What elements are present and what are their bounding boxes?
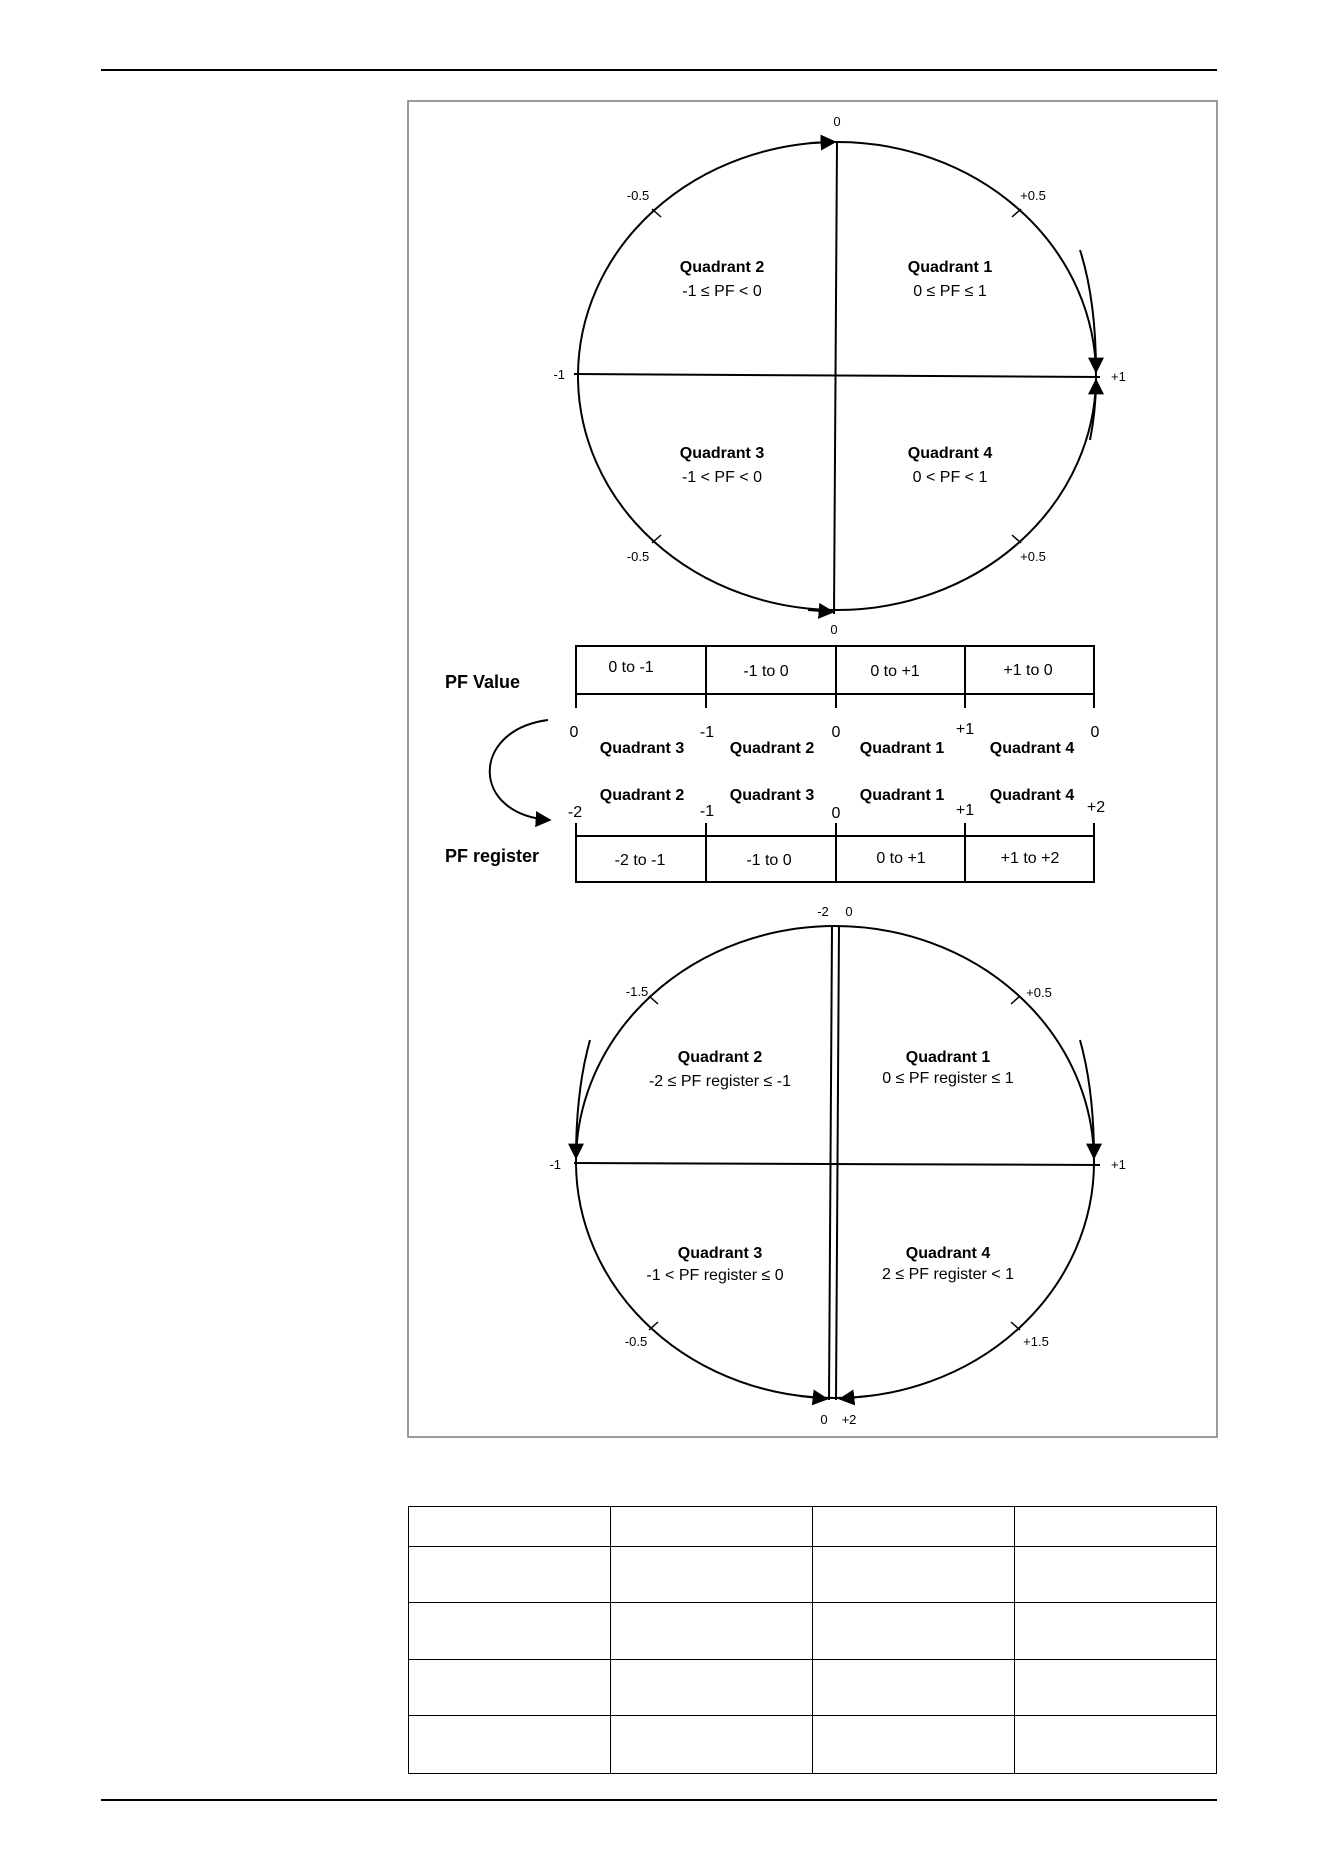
- bottom-arrow-to-minus1: [576, 1040, 590, 1158]
- bottom-tick-label-lower-left: -0.5: [624, 1334, 648, 1349]
- pf-register-tick-label-2: -1: [699, 803, 715, 820]
- bottom-tick-label-upper-left: -1.5: [625, 984, 649, 999]
- table-cell: [813, 1603, 1015, 1660]
- pf-register-cell-2: -1 to 0: [746, 852, 792, 869]
- pf-value-tick-label-2: -1: [699, 724, 715, 741]
- bottom-quadrant-1-range: 0 ≤ PF register ≤ 1: [882, 1070, 1014, 1087]
- top-arrow-to-plus1-upper: [1080, 250, 1096, 372]
- table-cell: [813, 1716, 1015, 1774]
- table-row: [409, 1660, 1217, 1716]
- top-quadrant-3-name: Quadrant 3: [679, 445, 765, 462]
- top-tick-label-lower-left: -0.5: [626, 549, 650, 564]
- top-tick-label-upper-left: -0.5: [626, 188, 650, 203]
- bottom-label-top-minus2: -2: [817, 904, 829, 919]
- bottom-quadrant-2-range: -2 ≤ PF register ≤ -1: [648, 1073, 792, 1090]
- pf-value-cell-2: -1 to 0: [743, 663, 789, 680]
- bottom-tick-label-lower-right: +1.5: [1023, 1334, 1049, 1349]
- top-tick-lower-left: [652, 535, 661, 543]
- pf-value-quadrant-3: Quadrant 1: [859, 740, 945, 757]
- table-cell: [409, 1716, 611, 1774]
- bottom-quadrant-1-name: Quadrant 1: [905, 1049, 991, 1066]
- table-cell: [1015, 1507, 1217, 1547]
- bottom-quadrant-3-name: Quadrant 3: [677, 1245, 763, 1262]
- pf-register-quadrant-4: Quadrant 4: [989, 787, 1075, 804]
- pf-register-tick-label-4: +1: [955, 802, 975, 819]
- table-cell: [611, 1507, 813, 1547]
- top-quadrant-4-range: 0 < PF < 1: [912, 469, 988, 486]
- table-cell: [611, 1547, 813, 1603]
- pf-value-label: PF Value: [445, 672, 521, 692]
- table-cell: [813, 1547, 1015, 1603]
- table-cell: [813, 1507, 1015, 1547]
- bottom-tick-lower-left: [649, 1322, 658, 1330]
- table-row: [409, 1507, 1217, 1547]
- pf-register-quadrant-3: Quadrant 1: [859, 787, 945, 804]
- top-horizontal-axis: [574, 374, 1100, 377]
- top-tick-lower-right: [1012, 535, 1021, 543]
- top-label-bottom-zero: 0: [830, 622, 838, 637]
- table-row: [409, 1547, 1217, 1603]
- pf-value-cell-1: 0 to -1: [608, 659, 654, 676]
- table-cell: [409, 1603, 611, 1660]
- pf-register-tick-label-1: -2: [567, 804, 583, 821]
- top-tick-upper-right: [1012, 209, 1021, 217]
- bottom-label-bottom-zero: 0: [820, 1412, 828, 1427]
- pf-register-tick-label-3: 0: [831, 805, 841, 822]
- pf-value-quadrant-1: Quadrant 3: [599, 740, 685, 757]
- top-label-minus1: -1: [553, 367, 565, 382]
- bottom-quadrant-3-range: -1 < PF register ≤ 0: [646, 1267, 784, 1284]
- bottom-quadrant-4-range: 2 ≤ PF register < 1: [882, 1266, 1014, 1283]
- top-quadrant-2-range: -1 ≤ PF < 0: [682, 283, 762, 300]
- pf-value-cell-3: 0 to +1: [870, 663, 920, 680]
- pf-value-tick-label-4: +1: [955, 721, 975, 738]
- data-table: [408, 1506, 1217, 1774]
- pf-value-tick-label-5: 0: [1090, 724, 1100, 741]
- table-cell: [409, 1507, 611, 1547]
- top-quadrant-1-range: 0 ≤ PF ≤ 1: [913, 283, 987, 300]
- bottom-quadrant-4-name: Quadrant 4: [905, 1245, 991, 1262]
- bottom-label-minus1: -1: [549, 1157, 561, 1172]
- table-row: [409, 1716, 1217, 1774]
- top-tick-label-upper-right: +0.5: [1020, 188, 1046, 203]
- bottom-label-top-zero: 0: [845, 904, 853, 919]
- pf-value-tick-label-3: 0: [831, 724, 841, 741]
- bottom-tick-lower-right: [1011, 1322, 1020, 1330]
- bottom-tick-upper-right: [1011, 996, 1020, 1004]
- pf-register-cell-4: +1 to +2: [1000, 850, 1060, 867]
- table-row: [409, 1603, 1217, 1660]
- bottom-tick-upper-left: [649, 996, 658, 1004]
- pf-register-cell-1: -2 to -1: [614, 852, 666, 869]
- bottom-circle: [549, 904, 1125, 1427]
- table-cell: [1015, 1603, 1217, 1660]
- top-circle: [553, 114, 1125, 637]
- pf-register-cell-3: 0 to +1: [876, 850, 926, 867]
- pf-register-quadrant-1: Quadrant 2: [599, 787, 685, 804]
- table-cell: [409, 1547, 611, 1603]
- pf-value-quadrant-2: Quadrant 2: [729, 740, 815, 757]
- pf-value-quadrant-4: Quadrant 4: [989, 740, 1075, 757]
- bottom-quadrant-2-name: Quadrant 2: [677, 1049, 763, 1066]
- bottom-label-plus1: +1: [1111, 1157, 1126, 1172]
- top-quadrant-2-name: Quadrant 2: [679, 259, 765, 276]
- table-cell: [611, 1603, 813, 1660]
- bottom-label-bottom-plus2: +2: [841, 1412, 857, 1427]
- table-cell: [1015, 1660, 1217, 1716]
- top-tick-label-lower-right: +0.5: [1020, 549, 1046, 564]
- top-label-plus1: +1: [1111, 369, 1126, 384]
- table-cell: [1015, 1547, 1217, 1603]
- top-arrow-to-zero: [810, 142, 835, 143]
- table-cell: [409, 1660, 611, 1716]
- footer-rule: [101, 1799, 1217, 1801]
- pf-register-bar: [445, 787, 1105, 882]
- table-cell: [813, 1660, 1015, 1716]
- top-quadrant-3-range: -1 < PF < 0: [681, 469, 763, 486]
- top-tick-upper-left: [652, 209, 661, 217]
- pf-value-bar: [445, 646, 1100, 757]
- table-cell: [611, 1660, 813, 1716]
- top-quadrant-4-name: Quadrant 4: [907, 445, 993, 462]
- top-quadrant-1-name: Quadrant 1: [907, 259, 993, 276]
- top-vertical-axis: [834, 142, 837, 614]
- bottom-tick-label-upper-right: +0.5: [1026, 985, 1052, 1000]
- pf-register-quadrant-2: Quadrant 3: [729, 787, 815, 804]
- top-label-top-zero: 0: [833, 114, 841, 129]
- figure-frame: [408, 101, 1217, 1437]
- pf-value-tick-label-1: 0: [569, 724, 579, 741]
- pf-register-label: PF register: [445, 846, 540, 866]
- table-cell: [1015, 1716, 1217, 1774]
- pf-value-cell-4: +1 to 0: [1003, 662, 1053, 679]
- pf-register-tick-label-5: +2: [1086, 799, 1106, 816]
- bottom-arrow-to-plus1: [1080, 1040, 1094, 1158]
- mapping-arrow: [490, 720, 550, 820]
- bottom-horizontal-axis: [574, 1163, 1100, 1165]
- table-cell: [611, 1716, 813, 1774]
